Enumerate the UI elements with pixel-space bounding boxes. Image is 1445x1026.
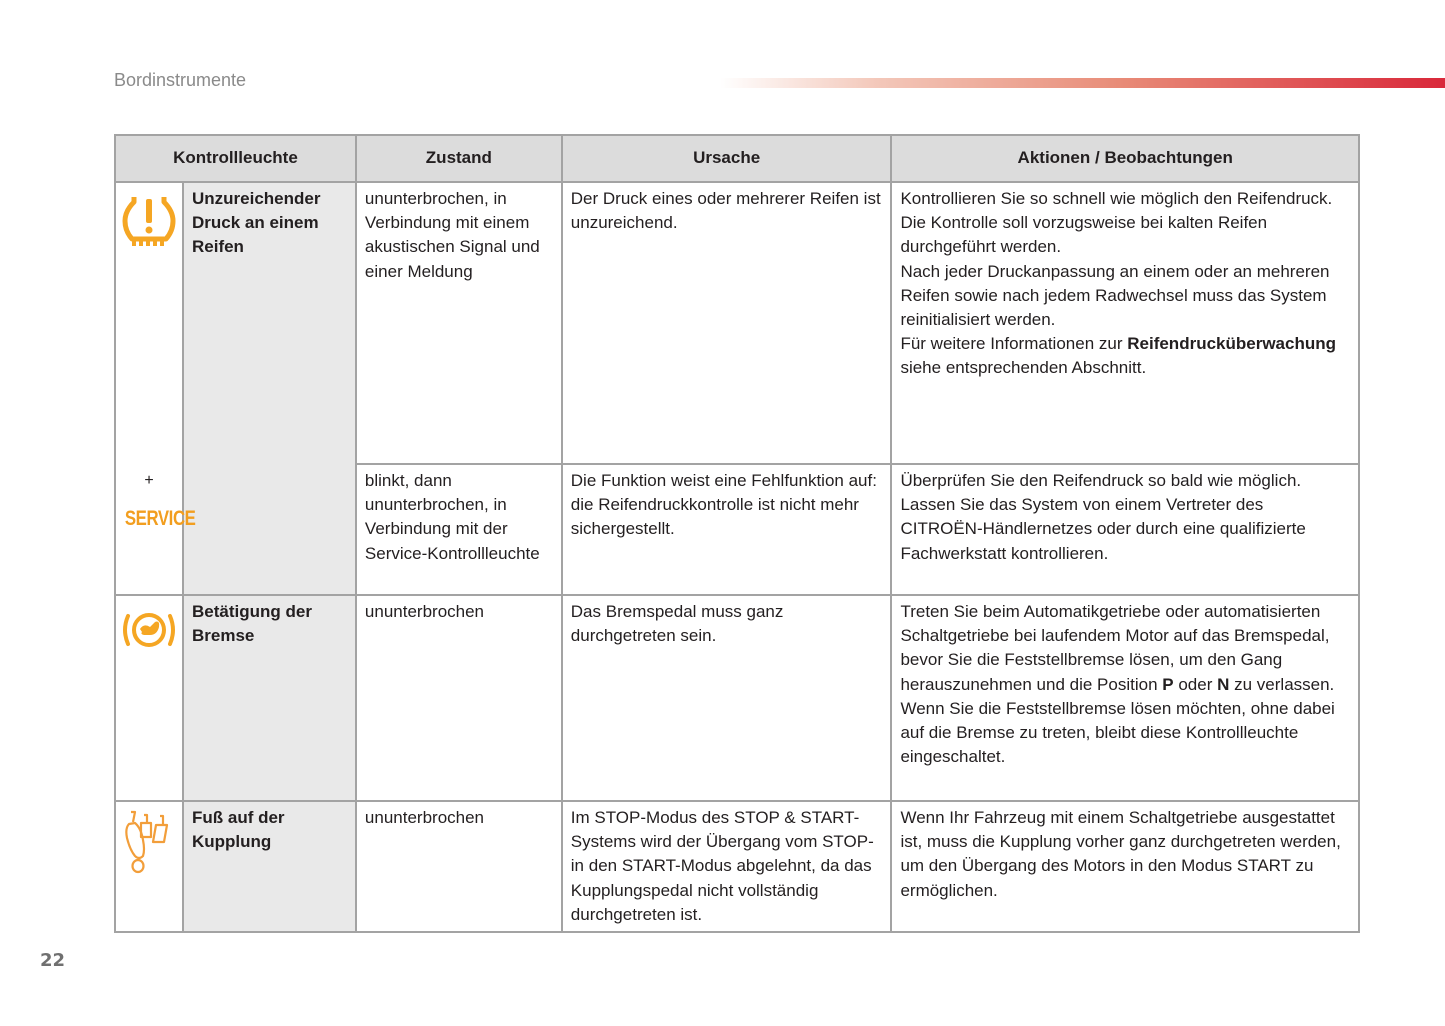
foot-on-clutch-icon <box>123 810 175 874</box>
icon-cell <box>115 801 183 932</box>
zustand-cell: blinkt, dann ununterbrochen, in Verbindung mit der Service-Kontrollleuchte <box>356 464 562 595</box>
aktionen-paragraph: Wenn Sie die Feststellbremse lösen möchten, ohne dabei auf die Bremse zu treten, bleibt diese Kontrollleuchte eingeschaltet. <box>900 698 1335 767</box>
ursache-cell: Im STOP-Modus des STOP & START-Systems wird der Übergang vom STOP- in den START-Modus abgelehnt, da das Kupplungspedal nicht vollständig durchgetreten ist. <box>562 801 892 932</box>
aktionen-paragraph: Nach jeder Druckanpassung an einem oder an mehreren Reifen sowie nach jedem Radwechsel muss das System reinitialisiert werden. <box>900 261 1330 330</box>
table-row <box>115 182 1359 464</box>
table-header-row <box>115 135 1359 182</box>
aktionen-cell <box>891 182 1359 464</box>
reference-prefix: Für weitere Informationen zur <box>900 334 1123 354</box>
reference-suffix: siehe entsprechenden Abschnitt. <box>900 358 1147 378</box>
icon-cell <box>115 182 196 595</box>
aktionen-text: zu verlassen. <box>1234 674 1335 694</box>
column-header-ursache: Ursache <box>562 135 892 182</box>
aktionen-paragraph: Die Kontrolle soll vorzugsweise bei kalten Reifen durchgeführt werden. <box>900 213 1268 257</box>
page-number: 22 <box>40 950 66 971</box>
warning-light-name: Betätigung der Bremse <box>183 595 356 801</box>
aktionen-cell <box>891 464 1359 595</box>
warning-light-name: Unzureichender Druck an einem Reifen <box>183 182 356 595</box>
aktionen-text: Treten Sie beim Automatikgetriebe oder automatisierten Schaltgetriebe bei laufendem Motor auf das Bremspedal, bevor Sie die Feststellbremse lösen, um den Gang herauszunehmen und die Position <box>900 602 1330 694</box>
zustand-cell: ununterbrochen <box>356 595 562 801</box>
aktionen-cell: Wenn Ihr Fahrzeug mit einem Schaltgetriebe ausgestattet ist, muss die Kupplung vorher ganz durchgetreten werden, um den Übergang des Motors in den Modus START zu ermöglichen. <box>891 801 1359 932</box>
zustand-cell: ununterbrochen <box>356 801 562 932</box>
column-header-zustand: Zustand <box>356 135 562 182</box>
table-row <box>115 801 1359 932</box>
ursache-cell: Die Funktion weist eine Fehlfunktion auf: die Reifendruckkontrolle ist nicht mehr sichergestellt. <box>562 464 892 595</box>
section-title: Bordinstrumente <box>114 70 247 90</box>
warning-lights-table <box>114 134 1360 933</box>
aktionen-text: oder <box>1178 674 1213 694</box>
table-row <box>115 595 1359 801</box>
warning-light-name: Fuß auf der Kupplung <box>183 801 356 932</box>
header-accent-bar <box>720 78 1445 88</box>
aktionen-paragraph: Lassen Sie das System von einem Vertreter des CITROËN-Händlernetzes oder durch eine qualifizierte Fachwerkstatt kontrollieren. <box>900 495 1306 563</box>
column-header-kontrollleuchte: Kontrollleuchte <box>115 135 356 182</box>
aktionen-paragraph: Kontrollieren Sie so schnell wie möglich den Reifendruck. <box>900 189 1333 208</box>
brake-pedal-warning-icon <box>119 608 179 652</box>
reference-link-text: Reifendrucküberwachung <box>1127 334 1336 354</box>
plus-sign: + <box>144 472 154 489</box>
aktionen-reference <box>900 332 1350 380</box>
tire-pressure-warning-icon <box>120 193 178 249</box>
aktionen-paragraph <box>900 600 1350 697</box>
icon-cell <box>115 595 183 801</box>
column-header-aktionen: Aktionen / Beobachtungen <box>891 135 1359 182</box>
zustand-cell: ununterbrochen, in Verbindung mit einem akustischen Signal und einer Meldung <box>356 182 562 464</box>
ursache-cell: Der Druck eines oder mehrerer Reifen ist unzureichend. <box>562 182 892 464</box>
aktionen-paragraph: Überprüfen Sie den Reifendruck so bald wie möglich. <box>900 471 1302 490</box>
gear-position-p: P <box>1162 674 1174 694</box>
aktionen-cell <box>891 595 1359 801</box>
ursache-cell: Das Bremspedal muss ganz durchgetreten sein. <box>562 595 892 801</box>
gear-position-n: N <box>1217 674 1230 694</box>
service-warning-icon: SERVICE <box>124 507 196 531</box>
